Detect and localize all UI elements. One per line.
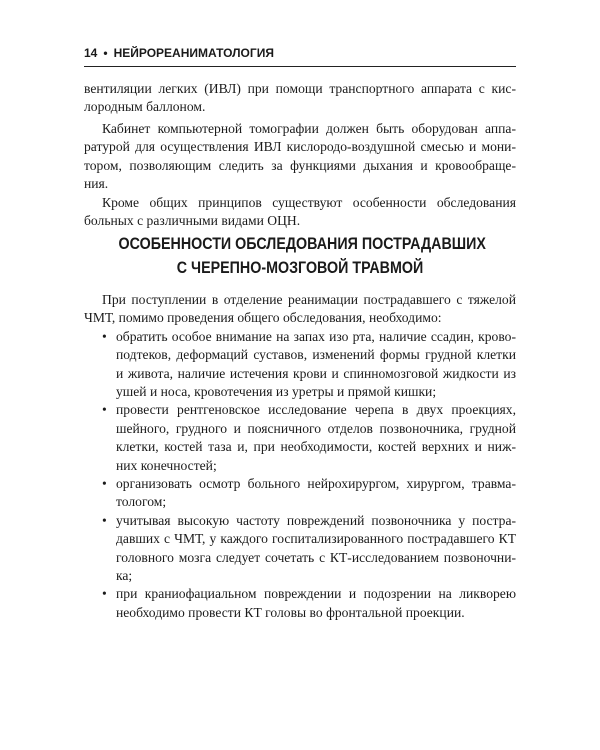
text-line: них конечностей; xyxy=(116,457,217,473)
bullet-glyph: • xyxy=(102,512,107,528)
text-line: ния. xyxy=(84,176,109,192)
text-line: организовать осмотр больного нейрохирургом, хирургом, травма- xyxy=(116,476,516,491)
text-line: клетки, костей таза и, при необходимости, костей верхних и ниж- xyxy=(116,439,516,455)
text-line: ушей и носа, кровотечения из уретры и прямой кишки; xyxy=(116,384,437,399)
text-line: При поступлении в отделение реанимации пострадавшего с тяжелой xyxy=(102,292,516,307)
text-line: головного мозга следует сочетать с КТ-исследованием позвоночни- xyxy=(116,549,516,565)
text-line: учитывая высокую частоту повреждений позвоночника у постра- xyxy=(116,512,516,528)
bullet-glyph: • xyxy=(102,586,107,602)
text-line: вентиляции легких (ИВЛ) при помощи транспортного аппарата с кис- xyxy=(84,81,516,96)
section-heading-line-2: С ЧЕРЕПНО-МОЗГОВОЙ ТРАВМОЙ xyxy=(176,258,424,277)
bullet-glyph: • xyxy=(102,402,107,418)
header-bullet: • xyxy=(103,46,108,60)
text-line: обратить особое внимание на запах изо рта, наличие ссадин, крово- xyxy=(116,328,516,344)
text-line: Кабинет компьютерной томографии должен быть оборудован аппа- xyxy=(102,121,516,136)
text-line: больных с различными видами ОЦН. xyxy=(84,213,301,228)
text-line: шейного, грудного и поясничного отделов позвоночника, грудной xyxy=(116,420,516,436)
text-line: провести рентгеновское исследование черепа в двух проекциях, xyxy=(116,402,516,418)
header-rule xyxy=(84,66,516,67)
running-header xyxy=(84,46,516,60)
text-line: тологом; xyxy=(116,494,167,510)
text-line: и живота, наличие истечения крови и спинномозговой жидкости из xyxy=(116,365,516,381)
text-line: подтеков, деформаций суставов, изменений формы грудной клетки xyxy=(116,347,516,363)
running-title: НЕЙРОРЕАНИМАТОЛОГИЯ xyxy=(113,46,274,60)
text-line: при краниофациальном повреждении и подозрении на ликворею xyxy=(116,586,516,602)
text-line: Кроме общих принципов существуют особенности обследования xyxy=(102,194,516,210)
text-line: лородным баллоном. xyxy=(84,99,206,115)
text-line: ратурой для осуществления ИВЛ кислородо-воздушной смесью и мони- xyxy=(84,139,516,155)
text-line: давших с ЧМТ, у каждого госпитализированного пострадавшего КТ xyxy=(116,531,516,547)
bullet-glyph: • xyxy=(102,476,107,491)
text-line: ка; xyxy=(116,568,133,583)
text-line: необходимо провести КТ головы во фронтальной проекции. xyxy=(116,604,465,620)
section-heading-line-1: ОСОБЕННОСТИ ОБСЛЕДОВАНИЯ ПОСТРАДАВШИХ xyxy=(118,234,486,253)
text-line: ЧМТ, помимо проведения общего обследования, необходимо: xyxy=(84,310,442,326)
text-line: тором, позволяющим следить за функциями дыхания и кровообраще- xyxy=(84,157,516,173)
page-number: 14 xyxy=(84,46,98,60)
bullet-glyph: • xyxy=(102,328,107,344)
